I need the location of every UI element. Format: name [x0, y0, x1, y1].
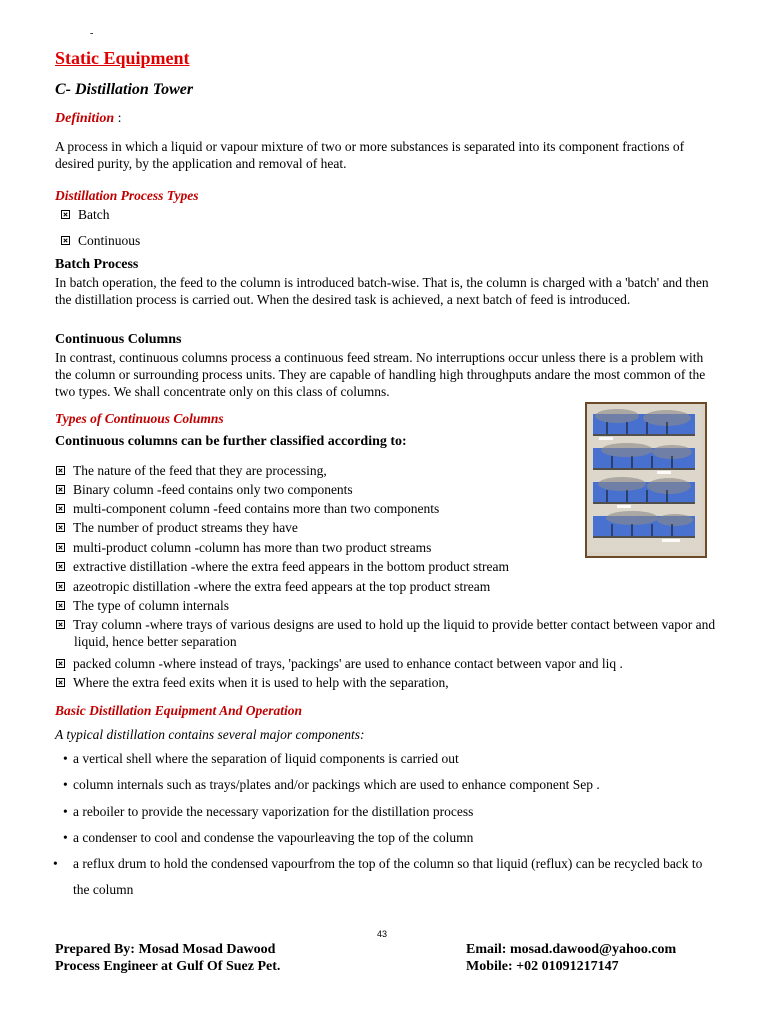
types-continuous-intro: Continuous columns can be further classified according to: — [55, 434, 407, 449]
classification-item — [56, 539, 431, 556]
types-continuous-heading: Types of Continuous Columns — [55, 411, 224, 426]
footer-mobile: Mobile: +02 01091217147 — [466, 959, 619, 974]
classification-item — [56, 558, 509, 575]
definition-heading — [55, 111, 122, 127]
classification-text: Where the extra feed exits when it is used to help with the separation, — [73, 675, 449, 690]
checkbox-x-icon — [56, 523, 65, 532]
checkbox-x-icon — [61, 236, 70, 245]
checkbox-x-icon — [56, 504, 65, 513]
classification-text: The number of product streams they have — [73, 520, 298, 535]
component-item — [63, 825, 473, 851]
classification-text: The nature of the feed that they are processing, — [73, 463, 327, 478]
page-title: Static Equipment — [55, 48, 190, 68]
definition-heading-text: Definition — [55, 111, 115, 126]
checkbox-x-icon — [56, 543, 65, 552]
classification-text: Tray column -where trays of various designs are used to hold up the liquid to provide better contact between vapor and liquid, hence better separation — [73, 617, 716, 649]
classification-text: extractive distillation -where the extra feed appears in the bottom product stream — [73, 559, 509, 574]
classification-item — [56, 519, 298, 536]
classification-item — [56, 597, 229, 614]
classification-text: packed column -where instead of trays, 'packings' are used to enhance contact between vapor and liq . — [73, 656, 623, 671]
component-text: column internals such as trays/plates and/or packings which are used to enhance component Sep . — [73, 777, 600, 792]
checkbox-x-icon — [56, 620, 65, 629]
classification-item — [56, 655, 623, 672]
classification-text: azeotropic distillation -where the extra feed appears at the top product stream — [73, 579, 491, 594]
component-text: a reboiler to provide the necessary vaporization for the distillation process — [73, 804, 474, 819]
classification-text: The type of column internals — [73, 598, 229, 613]
continuous-text: In contrast, continuous columns process a continuous feed stream. No interruptions occur unless there is a problem with the column or surrounding process units. They are capable of handling high throughputs andare the most common of the two types. We shall concentrate only on this class of columns. — [55, 350, 706, 399]
basic-heading: Basic Distillation Equipment And Operation — [55, 703, 303, 718]
classification-item — [56, 462, 327, 479]
checkbox-x-icon — [61, 210, 70, 219]
classification-item — [56, 674, 449, 691]
checkbox-x-icon — [56, 601, 65, 610]
checkbox-x-icon — [56, 582, 65, 591]
checkbox-x-icon — [56, 466, 65, 475]
classification-item — [56, 578, 490, 595]
footer-email: Email: mosad.dawood@yahoo.com — [466, 942, 677, 957]
section-subtitle: C- Distillation Tower — [55, 81, 194, 98]
page-number: 43 — [377, 929, 388, 939]
process-type-item — [61, 206, 110, 223]
process-type-item — [61, 232, 140, 249]
distillation-column-image — [585, 402, 707, 558]
component-item — [63, 746, 459, 772]
basic-intro: A typical distillation contains several major components: — [55, 727, 365, 742]
process-types-heading: Distillation Process Types — [55, 188, 199, 203]
classification-text: multi-product column -column has more than two product streams — [73, 540, 432, 555]
component-item — [63, 799, 473, 825]
classification-text: multi-component column -feed contains more than two components — [73, 501, 440, 516]
batch-text: In batch operation, the feed to the column is introduced batch-wise. That is, the column is charged with a 'batch' and then the distillation process is carried out. When the desired task is achieved, a next batch of feed is introduced. — [55, 275, 709, 307]
classification-item — [56, 481, 353, 498]
checkbox-x-icon — [56, 659, 65, 668]
continuous-heading: Continuous Columns — [55, 332, 182, 347]
process-type-label: Batch — [78, 207, 110, 222]
component-item — [63, 772, 600, 798]
batch-heading: Batch Process — [55, 257, 139, 272]
definition-colon: : — [117, 111, 122, 126]
classification-text: Binary column -feed contains only two components — [73, 482, 353, 497]
page-mark: - — [90, 28, 94, 39]
tray-column-illustration — [587, 404, 701, 552]
definition-text: A process in which a liquid or vapour mixture of two or more substances is separated into its component fractions of desired purity, by the application and removal of heat. — [55, 139, 685, 171]
classification-item — [56, 616, 724, 650]
classification-item — [56, 500, 439, 517]
component-text: a reflux drum to hold the condensed vapourfrom the top of the column so that liquid (reflux) can be recycled back to the column — [73, 856, 703, 897]
component-text: a vertical shell where the separation of liquid components is carried out — [73, 751, 459, 766]
footer-role: Process Engineer at Gulf Of Suez Pet. — [55, 959, 281, 974]
checkbox-x-icon — [56, 678, 65, 687]
component-item — [63, 851, 713, 903]
checkbox-x-icon — [56, 485, 65, 494]
checkbox-x-icon — [56, 562, 65, 571]
footer-prepared-by: Prepared By: Mosad Mosad Dawood — [55, 942, 276, 957]
component-text: a condenser to cool and condense the vapourleaving the top of the column — [73, 830, 474, 845]
process-type-label: Continuous — [78, 233, 141, 248]
